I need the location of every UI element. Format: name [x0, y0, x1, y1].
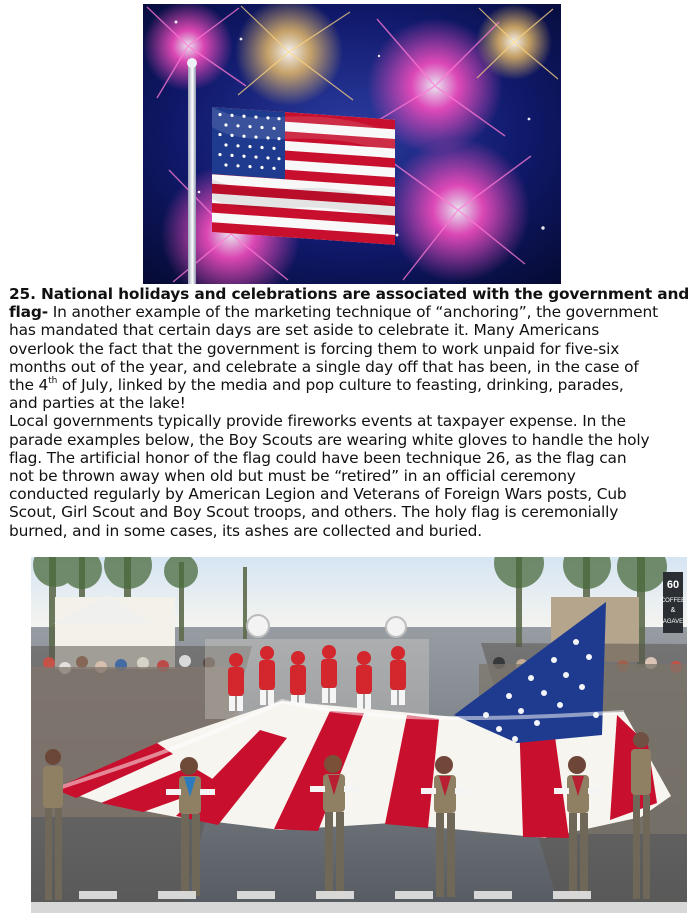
body-text-line: burned, and in some cases, its ashes are collected and buried. [9, 521, 483, 540]
body-text-line: conducted regularly by American Legion and Veterans of Foreign Wars posts, Cub [9, 485, 627, 504]
parade-flag-image [31, 557, 687, 913]
body-text-line: and parties at the lake! [9, 394, 186, 413]
july-suffix: of July, linked by the media and pop culture to feasting, drinking, parades, [57, 376, 624, 395]
body-text-line: Local governments typically provide fireworks events at taxpayer expense. In the [9, 412, 626, 431]
section-heading-line-1: 25. National holidays and celebrations are associated with the government and [9, 285, 690, 303]
sign-word-coffee: COFFEE [660, 598, 686, 604]
sign-word-agave: AGAVE [662, 619, 684, 625]
section-heading-line-2 [9, 303, 690, 321]
body-text-line: flag. The artificial honor of the flag could have been technique 26, as the flag can [9, 448, 627, 467]
body-text-line: has mandated that certain days are set aside to celebrate it. Many Americans [9, 321, 600, 340]
ordinal-superscript: th [48, 375, 58, 386]
body-text-line: months out of the year, and celebrate a single day off that has been, in the case of [9, 357, 639, 376]
body-text-line: Scout, Girl Scout and Boy Scout troops, and others. The holy flag is ceremonially [9, 503, 619, 522]
article-text [9, 285, 690, 540]
body-text-line: overlook the fact that the government is forcing them to work unpaid for five-six [9, 339, 620, 358]
body-text-line: not be thrown away when old but must be “retired” in an official ceremony [9, 467, 576, 486]
sign-ampersand: & [670, 607, 676, 614]
article-paragraph [9, 285, 690, 540]
body-text-line: In another example of the marketing technique of “anchoring”, the government [48, 303, 658, 322]
july-prefix: the 4 [9, 376, 49, 395]
heading-flag-label: flag- [9, 303, 49, 322]
fireworks-flag-image [143, 4, 561, 284]
body-text-line [9, 376, 690, 394]
sign-number: 60 [666, 579, 680, 591]
body-text-line: parade examples below, the Boy Scouts are wearing white gloves to handle the holy [9, 430, 650, 449]
